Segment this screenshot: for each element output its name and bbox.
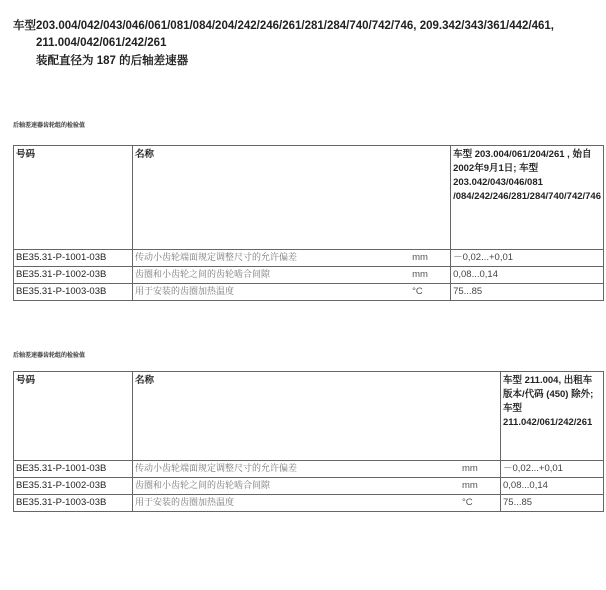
table-row (14, 478, 604, 495)
header-code: 号码 (14, 146, 133, 250)
document-subtitle: 装配直径为 187 的后轴差速器 (36, 55, 189, 67)
section-title: 后轴差速器齿轮组的检验值 (13, 123, 86, 129)
document-title (13, 18, 603, 52)
row-value: 75...85 (451, 284, 604, 301)
row-unit: mm (462, 478, 501, 495)
row-code: BE35.31-P-1003-03B (14, 284, 133, 301)
title-models-line1: 203.004/042/043/046/061/081/084/204/242/246/261/281/284/740/742/746, 209.342/343/361/442/461, (36, 20, 554, 32)
row-code: BE35.31-P-1003-03B (14, 495, 133, 512)
header-model: 车型 211.004, 出租车版本/代码 (450) 除外; 车型 211.042/061/242/261 (501, 372, 604, 461)
row-value: 75...85 (501, 495, 604, 512)
row-name: 齿圈和小齿轮之间的齿轮啮合间隙 (133, 267, 413, 284)
table-row (14, 250, 604, 267)
row-unit: °C (462, 495, 501, 512)
title-models-line2: 211.004/042/061/242/261 (36, 37, 167, 49)
row-code: BE35.31-P-1001-03B (14, 250, 133, 267)
table-row (14, 284, 604, 301)
row-value: 0,08...0,14 (451, 267, 604, 284)
test-values-table (13, 371, 604, 512)
row-unit: mm (412, 267, 451, 284)
test-values-table (13, 145, 604, 301)
table-row (14, 495, 604, 512)
table-row (14, 267, 604, 284)
row-name: 传动小齿轮端面规定调整尺寸的允许偏差 (133, 250, 413, 267)
table-row (14, 461, 604, 478)
row-code: BE35.31-P-1001-03B (14, 461, 133, 478)
header-code: 号码 (14, 372, 133, 461)
row-unit: mm (462, 461, 501, 478)
row-code: BE35.31-P-1002-03B (14, 267, 133, 284)
row-unit: mm (412, 250, 451, 267)
row-value: －0,02...+0,01 (501, 461, 604, 478)
header-name: 名称 (133, 372, 501, 461)
row-name: 传动小齿轮端面规定调整尺寸的允许偏差 (133, 461, 463, 478)
section-title: 后轴差速器齿轮组的检验值 (13, 353, 86, 359)
row-value: 0,08...0,14 (501, 478, 604, 495)
row-value: －0,02...+0,01 (451, 250, 604, 267)
row-name: 用于安装的齿圈加热温度 (133, 495, 463, 512)
title-prefix: 车型 (13, 20, 36, 32)
row-name: 齿圈和小齿轮之间的齿轮啮合间隙 (133, 478, 463, 495)
row-name: 用于安装的齿圈加热温度 (133, 284, 413, 301)
row-code: BE35.31-P-1002-03B (14, 478, 133, 495)
row-unit: °C (412, 284, 451, 301)
header-model: 车型 203.004/061/204/261 , 始自2002年9月1日; 车型 203.042/043/046/081 /084/242/246/281/284/740/742/746 (451, 146, 604, 250)
header-name: 名称 (133, 146, 451, 250)
